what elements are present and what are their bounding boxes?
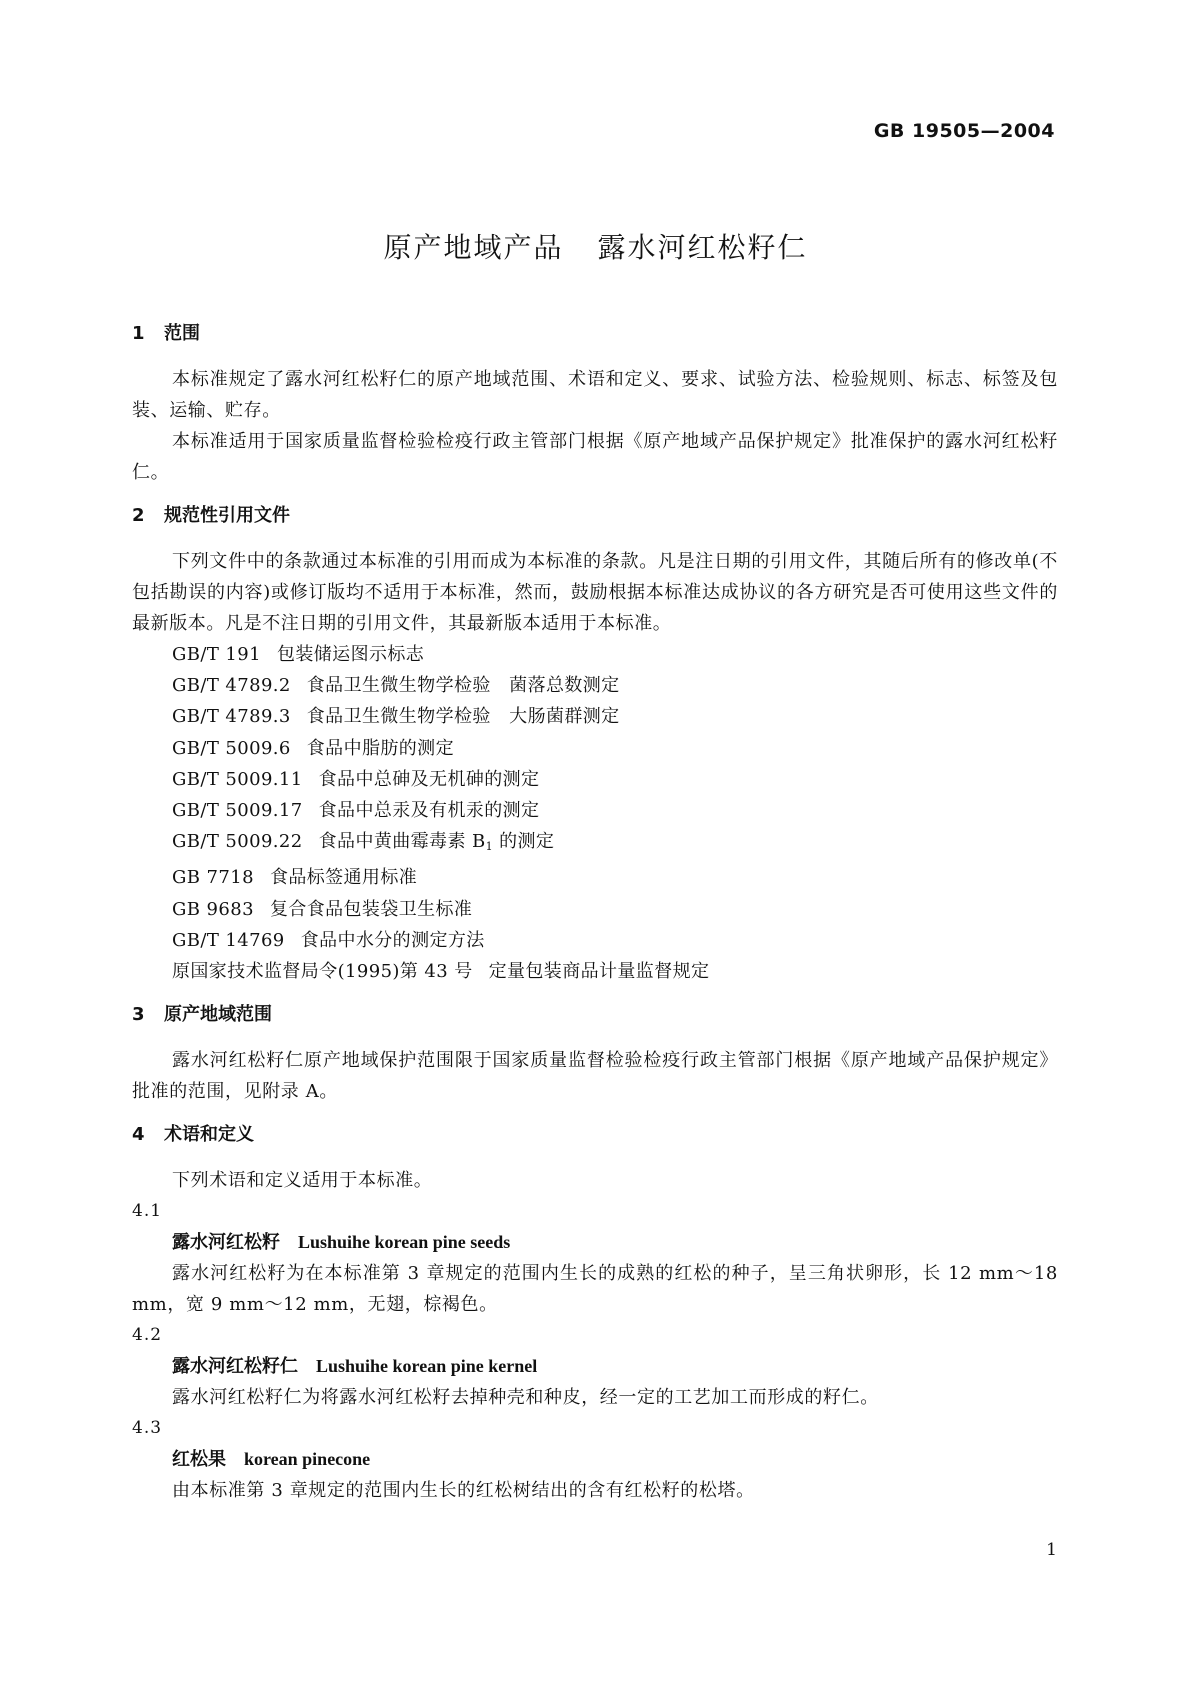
- reference-code: GB/T 5009.6: [172, 737, 291, 759]
- reference-code: GB/T 5009.17: [172, 800, 303, 822]
- page-number: 1: [1046, 1540, 1057, 1560]
- reference-code: GB/T 5009.22: [172, 831, 303, 853]
- reference-code: GB/T 4789.2: [172, 675, 291, 697]
- reference-title: 包装储运图示标志: [276, 644, 425, 665]
- reference-item: [172, 701, 1058, 732]
- reference-title-subscript: 1: [485, 840, 493, 854]
- term-definition: 露水河红松籽为在本标准第 3 章规定的范围内生长的成熟的红松的种子，呈三角状卵形，长 12 mm～18 mm，宽 9 mm～12 mm，无翅，棕褐色。: [132, 1263, 1058, 1316]
- term-en: Lushuihe korean pine kernel: [316, 1356, 538, 1377]
- section-number: 4: [132, 1124, 145, 1146]
- reference-item: [172, 862, 1058, 893]
- section-number: 1: [132, 323, 145, 344]
- document-body: [132, 318, 1058, 1506]
- reference-item: [172, 764, 1058, 795]
- reference-title: 复合食品包装袋卫生标准: [269, 898, 473, 920]
- section-title: 原产地域范围: [164, 1004, 272, 1026]
- title-part-1: 原产地域产品: [383, 231, 564, 264]
- term-zh: 红松果: [172, 1449, 226, 1471]
- section-title: 规范性引用文件: [164, 505, 290, 526]
- reference-code: GB 7718: [172, 867, 254, 889]
- reference-item: [172, 670, 1058, 701]
- reference-code: GB/T 5009.11: [172, 768, 303, 790]
- section-heading-terms: [132, 1119, 1058, 1151]
- reference-title: 食品中水分的测定方法: [300, 929, 485, 951]
- reference-code: GB/T 4789.3: [172, 706, 291, 728]
- scope-paragraph-2: 本标准适用于国家质量监督检验检疫行政主管部门根据《原产地域产品保护规定》批准保护的露水河红松籽仁。: [132, 431, 1058, 483]
- reference-item: [172, 956, 1058, 987]
- section-heading-origin-area: [132, 999, 1058, 1031]
- term-definition: 由本标准第 3 章规定的范围内生长的红松树结出的含有红松籽的松塔。: [172, 1480, 755, 1502]
- term-title: [172, 1444, 1058, 1475]
- reference-item: [172, 733, 1058, 764]
- section-title: 范围: [164, 323, 200, 344]
- section-heading-normative-references: [132, 500, 1058, 532]
- term-definition: 露水河红松籽仁为将露水河红松籽去掉种壳和种皮，经一定的工艺加工而形成的籽仁。: [172, 1387, 879, 1409]
- reference-item: [172, 894, 1058, 925]
- reference-code: GB/T 191: [172, 644, 261, 665]
- reference-title: 定量包装商品计量监督规定: [488, 961, 710, 983]
- term-title: [172, 1351, 1058, 1382]
- reference-title: 食品卫生微生物学检验 菌落总数测定: [306, 675, 620, 697]
- term-title: [172, 1227, 1058, 1258]
- section-title: 术语和定义: [164, 1124, 254, 1146]
- reference-code: GB 9683: [172, 898, 254, 920]
- term-number: 4.2: [132, 1325, 163, 1346]
- term-en: Lushuihe korean pine seeds: [298, 1232, 511, 1253]
- reference-title-prefix: 食品中黄曲霉毒素 B: [318, 831, 486, 853]
- reference-title: 食品中总汞及有机汞的测定: [318, 800, 540, 822]
- reference-title: 食品卫生微生物学检验 大肠菌群测定: [306, 706, 620, 728]
- reference-item: [172, 826, 1058, 862]
- reference-item: [172, 639, 1058, 670]
- section-number: 3: [132, 1004, 145, 1026]
- reference-title: [319, 831, 555, 852]
- references-intro: 下列文件中的条款通过本标准的引用而成为本标准的条款。凡是注日期的引用文件，其随后所有的修改单(不包括勘误的内容)或修订版均不适用于本标准，然而，鼓励根据本标准达成协议的各方研究是否可使用这些文件的最新版本。凡是不注日期的引用文件，其最新版本适用于本标准。: [132, 551, 1058, 634]
- section-heading-scope: [132, 318, 1058, 350]
- reference-code: GB/T 14769: [172, 929, 285, 951]
- term-zh: 露水河红松籽仁: [172, 1356, 298, 1378]
- title-part-2: 露水河红松籽仁: [597, 231, 808, 264]
- reference-title: 食品中总砷及无机砷的测定: [318, 768, 540, 790]
- standard-code: GB 19505—2004: [873, 120, 1055, 142]
- origin-area-paragraph: 露水河红松籽仁原产地域保护范围限于国家质量监督检验检疫行政主管部门根据《原产地域产品保护规定》批准的范围，见附录 A。: [132, 1050, 1058, 1103]
- reference-title: 食品标签通用标准: [269, 867, 418, 889]
- scope-paragraph-1: 本标准规定了露水河红松籽仁的原产地域范围、术语和定义、要求、试验方法、检验规则、标志、标签及包装、运输、贮存。: [132, 369, 1058, 421]
- reference-list: [132, 639, 1058, 987]
- reference-item: [172, 795, 1058, 826]
- term-number: 4.3: [132, 1418, 163, 1439]
- reference-item: [172, 925, 1058, 956]
- section-number: 2: [132, 505, 145, 526]
- reference-code: 原国家技术监督局令(1995)第 43 号: [172, 961, 473, 983]
- term-number: 4.1: [132, 1201, 163, 1222]
- reference-title-suffix: 的测定: [493, 831, 555, 853]
- reference-title: 食品中脂肪的测定: [306, 737, 454, 759]
- term-zh: 露水河红松籽: [172, 1232, 280, 1254]
- document-title: [0, 226, 1191, 266]
- term-en: korean pinecone: [244, 1449, 371, 1470]
- terms-intro: 下列术语和定义适用于本标准。: [172, 1170, 433, 1192]
